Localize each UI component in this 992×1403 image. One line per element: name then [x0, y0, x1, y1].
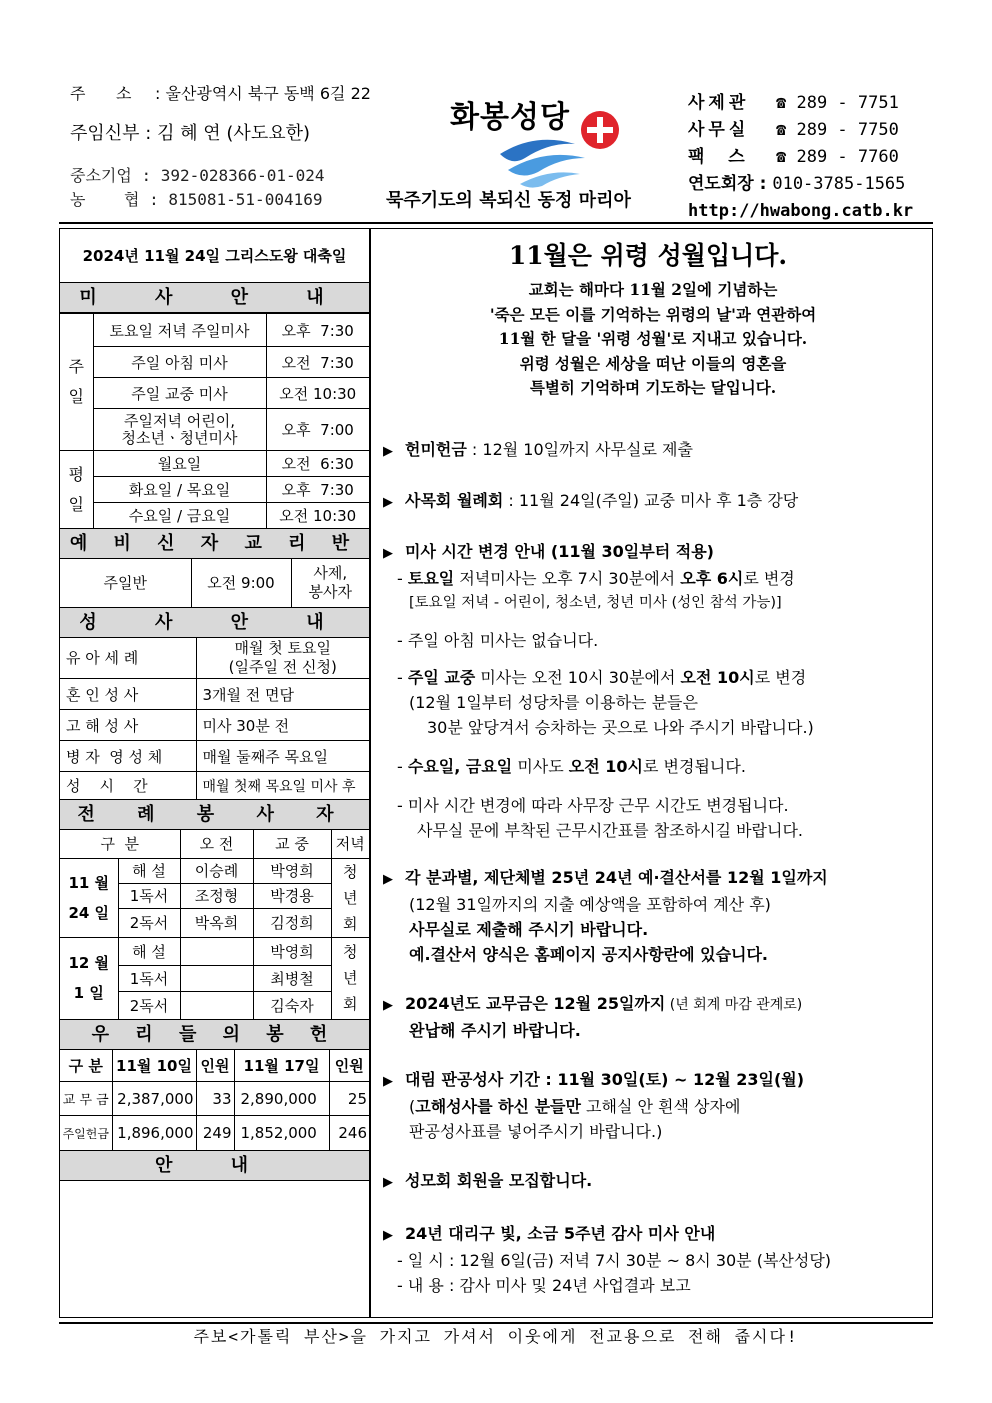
notice-line: - 미사 시간 변경에 따라 사무장 근무 시간도 변경됩니다. — [397, 795, 789, 815]
emphasis: 오후 6시 — [680, 568, 744, 588]
notice-line — [383, 1094, 923, 1119]
sacrament-info: 3개월 전 면담 — [196, 679, 369, 710]
intro-line: 위령 성월은 세상을 떠난 이들의 영혼을 — [519, 353, 787, 373]
offering-amount: 1,896,000 — [112, 1116, 196, 1151]
offering-count: 33 — [196, 1082, 234, 1116]
notice-title: 미사 시간 변경 안내 (11월 30일부터 적용) — [405, 541, 714, 561]
notice-heading: 안 내 — [60, 1151, 369, 1181]
top-rule — [59, 222, 933, 224]
triangle-bullet-icon: ▶ — [383, 997, 393, 1013]
sacrament-name: 유 아 세 례 — [60, 638, 196, 679]
mass-schedule-heading: 미 사 안 내 — [60, 283, 369, 313]
triangle-bullet-icon: ▶ — [383, 871, 393, 887]
offering-col-header: 인원 — [329, 1050, 369, 1082]
server-main: 박경용 — [253, 883, 331, 908]
offering-heading: 우 리 들 의 봉 헌 — [60, 1020, 369, 1050]
notice-item — [383, 488, 923, 515]
servers-col-header: 교 중 — [253, 830, 331, 858]
server-date — [60, 858, 118, 937]
server-date-month: 11 월 — [68, 873, 110, 892]
notice-title: 대림 판공성사 기간 : 11월 30일(토) ~ 12월 23일(월) — [405, 1069, 805, 1089]
contact-label: 팩 스 — [688, 147, 749, 167]
contact-row: 연도회장 : 010-3785-1565 — [688, 174, 906, 194]
notice-text: 미사는 오전 10시 30분에서 — [475, 667, 681, 687]
server-role: 1독서 — [118, 883, 180, 908]
server-am — [180, 991, 253, 1019]
server-main: 김숙자 — [253, 991, 331, 1019]
server-role: 해 설 — [118, 858, 180, 883]
mass-name: 토요일 저녁 주일미사 — [93, 314, 266, 347]
footer-message: 주보<가톨릭 부산>을 가지고 가셔서 이웃에게 전교용으로 전해 줍시다! — [193, 1327, 799, 1346]
contact-row — [688, 117, 938, 144]
right-column — [383, 236, 923, 1298]
dash: - — [397, 568, 408, 588]
notice-line: [토요일 저녁 - 어린이, 청소년, 청년 미사 (성인 참석 가능)] — [409, 594, 782, 611]
emphasis: 주일 교중 — [407, 667, 476, 687]
sacrament-name: 고 해 성 사 — [60, 710, 196, 741]
weekday-label: 평 일 — [60, 451, 93, 529]
contact-value: ☎ 289 - 7760 — [776, 147, 899, 167]
notice-title: 헌미헌금 — [405, 439, 467, 459]
mass-name: 주일 아침 미사 — [93, 347, 266, 378]
triangle-bullet-icon: ▶ — [383, 494, 393, 510]
contact-info — [688, 90, 938, 225]
notice-item — [383, 1221, 923, 1248]
contact-row — [688, 90, 938, 117]
catechumen-time: 오전 9:00 — [191, 559, 291, 607]
notice-line: 예.결산서 양식은 홈페이지 공지사항란에 있습니다. — [409, 944, 769, 964]
account-row-1: 중소기업 : 392-028366-01-024 — [70, 166, 325, 185]
servers-col-header: 오 전 — [180, 830, 253, 858]
server-am: 이승례 — [180, 858, 253, 883]
notice-line — [383, 754, 923, 779]
mass-time: 오전 10:30 — [266, 503, 369, 529]
notice-text: 미사도 — [512, 756, 569, 776]
contact-label: 사무실 — [688, 120, 750, 140]
address-label: 주 소 — [70, 84, 132, 103]
offering-name: 교 무 금 — [60, 1082, 112, 1116]
triangle-bullet-icon: ▶ — [383, 443, 393, 459]
priest-name: 김 혜 연 (사도요한) — [157, 123, 311, 144]
server-main: 김정희 — [253, 909, 331, 937]
notice-title: 24년 대리구 빛, 소금 5주년 감사 미사 안내 — [405, 1223, 716, 1243]
offering-col-header: 11월 10일 — [112, 1050, 196, 1082]
notice-line: 사무실 문에 부착된 근무시간표를 참조하시길 바랍니다. — [417, 820, 804, 840]
offering-amount: 2,890,000 — [234, 1082, 329, 1116]
mass-name: 화요일 / 목요일 — [93, 477, 266, 503]
website-row — [688, 198, 938, 225]
sacrament-heading: 성 사 안 내 — [60, 608, 369, 638]
notice-line: - 주일 아침 미사는 없습니다. — [397, 630, 599, 650]
notice-line — [383, 665, 923, 690]
server-evening-char: 청 — [343, 862, 358, 881]
server-main: 박영희 — [253, 937, 331, 965]
notice-text: 로 변경 — [754, 667, 807, 687]
contact-value: 010-3785-1565 — [772, 174, 906, 194]
mass-schedule-table — [60, 313, 369, 529]
offering-count: 25 — [329, 1082, 369, 1116]
notice-line: 사무실로 제출해 주시기 바랍니다. — [409, 919, 649, 939]
catechumen-table — [60, 559, 369, 608]
church-name: 화봉성당 — [450, 100, 570, 135]
motto: 묵주기도의 복되신 동정 마리아 — [386, 190, 631, 211]
paren: ( — [409, 1096, 416, 1116]
header-info — [70, 80, 400, 212]
notice-line: 판공성사표를 넣어주시기 바랍니다.) — [409, 1121, 663, 1141]
server-main: 박영희 — [253, 858, 331, 883]
notice-line — [383, 566, 923, 591]
teacher-line: 사제, — [313, 563, 348, 582]
notice-title: 사목회 월례회 — [405, 490, 504, 510]
triangle-bullet-icon: ▶ — [383, 1073, 393, 1089]
priest-label: 주임신부 — [70, 123, 140, 144]
intro-line: 특별히 기억하며 기도하는 달입니다. — [529, 378, 777, 397]
intro-line: '죽은 모든 이를 기억하는 위령의 날'과 연관하여 — [489, 304, 817, 324]
sacrament-info: 미사 30분 전 — [196, 710, 369, 741]
notice-item — [383, 437, 923, 464]
notice-text: : 12월 10일까지 사무실로 제출 — [466, 439, 693, 459]
dash: - — [397, 756, 408, 776]
mass-time: 오전 10:30 — [266, 378, 369, 409]
server-am: 박옥희 — [180, 909, 253, 937]
server-evening-char: 년 — [343, 888, 358, 907]
emphasis: 수요일, 금요일 — [407, 756, 513, 776]
server-am — [180, 937, 253, 965]
sacrament-info-line: (일주일 전 신청) — [228, 657, 337, 676]
server-evening — [331, 937, 369, 1019]
left-column — [60, 229, 369, 1181]
server-role: 해 설 — [118, 937, 180, 965]
notice-line: - 일 시 : 12월 6일(금) 저녁 7시 30분 ~ 8시 30분 (복산성당) — [397, 1250, 832, 1270]
notice-line: 30분 앞당겨서 승차하는 곳으로 나와 주시기 바랍니다.) — [427, 717, 814, 737]
sunday-label: 주 일 — [60, 314, 93, 451]
account-row-2: 농 협 : 815081-51-004169 — [70, 190, 323, 209]
contact-label: 사제관 — [688, 93, 750, 113]
notice-item — [383, 991, 923, 1018]
servers-col-header: 저녁 — [331, 830, 369, 858]
triangle-bullet-icon: ▶ — [383, 545, 393, 561]
mass-time: 오후 7:30 — [266, 314, 369, 347]
catechumen-class: 주일반 — [60, 559, 191, 607]
mass-name: 월요일 — [93, 451, 266, 477]
notice-line: (12월 1일부터 성당차를 이용하는 분들은 — [409, 692, 698, 712]
servers-heading: 전 례 봉 사 자 — [60, 800, 369, 830]
dash: - — [397, 667, 408, 687]
bottom-rule — [59, 1322, 933, 1324]
contact-row — [688, 144, 938, 171]
notice-text: (년 회계 마감 관계로) — [665, 996, 803, 1013]
sacrament-name: 혼 인 성 사 — [60, 679, 196, 710]
offering-name: 주일헌금 — [60, 1116, 112, 1151]
server-date — [60, 937, 118, 1019]
offering-col-header: 구 분 — [60, 1050, 112, 1082]
logo-wave-icon — [440, 92, 640, 192]
contact-value: ☎ 289 - 7751 — [776, 93, 899, 113]
mass-time: 오후 7:00 — [266, 409, 369, 451]
notice-title: 2024년도 교무금은 12월 25일까지 — [405, 993, 666, 1013]
notice-text: : 11월 24일(주일) 교중 미사 후 1층 강당 — [503, 490, 799, 510]
website-link[interactable]: http://hwabong.catb.kr — [688, 201, 914, 221]
server-role: 1독서 — [118, 965, 180, 991]
notice-line: (12월 31일까지의 지출 예상액을 포함하여 계산 후) — [409, 894, 771, 914]
intro-line: 11월 한 달을 '위령 성월'로 지내고 있습니다. — [498, 329, 808, 348]
notice-text: 저녁미사는 오후 7시 30분에서 — [454, 568, 681, 588]
notice-title: 각 분과별, 제단체별 25년 24년 예·결산서를 12월 1일까지 — [405, 867, 828, 887]
server-date-month: 12 월 — [68, 954, 110, 972]
notice-text: 로 변경 — [743, 568, 795, 588]
server-am: 조정형 — [180, 883, 253, 908]
intro-paragraph — [383, 278, 923, 401]
server-evening-char: 청 — [343, 943, 358, 961]
offering-amount: 2,387,000 — [112, 1082, 196, 1116]
sacrament-info-line: 매월 첫 토요일 — [234, 638, 331, 657]
sacrament-info: 매월 첫째 목요일 미사 후 — [196, 772, 369, 800]
mass-name-line: 청소년ㆍ청년미사 — [121, 428, 238, 447]
mass-name: 수요일 / 금요일 — [93, 503, 266, 529]
mass-time: 오후 7:30 — [266, 477, 369, 503]
server-role: 2독서 — [118, 909, 180, 937]
server-date-day: 24 일 — [68, 903, 110, 922]
offering-count: 246 — [329, 1116, 369, 1151]
server-evening-char: 회 — [343, 914, 358, 933]
server-evening-char: 회 — [343, 995, 358, 1013]
notice-item — [383, 865, 923, 892]
contact-label: 연도회장 — [688, 174, 754, 194]
emphasis: 오전 10시 — [568, 756, 644, 776]
server-am — [180, 965, 253, 991]
notice-title: 성모회 회원을 모집합니다. — [405, 1170, 593, 1190]
triangle-bullet-icon: ▶ — [383, 1227, 393, 1243]
address-row: 주 소 : 울산광역시 북구 동백 6길 22 — [70, 80, 400, 108]
account1-label: 중소기업 — [70, 166, 132, 185]
main-title: 11월은 위령 성월입니다. — [508, 241, 788, 270]
sacrament-name: 성 시 간 — [60, 772, 196, 800]
column-divider — [369, 228, 371, 1318]
address: 울산광역시 북구 동백 6길 22 — [165, 84, 371, 103]
teacher-line: 봉사자 — [308, 582, 352, 601]
account1: 392-028366-01-024 — [160, 166, 325, 185]
church-logo — [440, 92, 640, 192]
notice-item — [383, 1067, 923, 1094]
emphasis: 토요일 — [407, 568, 455, 588]
mass-time: 오전 7:30 — [266, 347, 369, 378]
notice-line: - 내 용 : 감사 미사 및 24년 사업결과 보고 — [397, 1275, 691, 1295]
sacrament-table — [60, 638, 369, 801]
emphasis: 고해성사를 하신 분들만 — [415, 1096, 581, 1116]
emphasis: 오전 10시 — [680, 667, 755, 687]
mass-name: 주일 교중 미사 — [93, 378, 266, 409]
catechumen-teacher — [291, 559, 369, 607]
offering-table — [60, 1050, 369, 1152]
notice-item — [383, 1168, 923, 1195]
server-role: 2독서 — [118, 991, 180, 1019]
bulletin-date: 2024년 11월 24일 그리스도왕 대축일 — [60, 229, 369, 283]
account2-label: 농 협 — [70, 190, 140, 209]
servers-table — [60, 830, 369, 1020]
account2: 815081-51-004169 — [168, 190, 323, 209]
server-main: 최병철 — [253, 965, 331, 991]
server-date-day: 1 일 — [73, 984, 104, 1002]
mass-name — [93, 409, 266, 451]
contact-value: ☎ 289 - 7750 — [776, 120, 899, 140]
offering-col-header: 11월 17일 — [234, 1050, 329, 1082]
sacrament-info — [196, 638, 369, 679]
priest-row: 주임신부 : 김 혜 연 (사도요한) — [70, 123, 311, 144]
offering-col-header: 인원 — [196, 1050, 234, 1082]
server-evening-char: 년 — [343, 969, 358, 987]
offering-amount: 1,852,000 — [234, 1116, 329, 1151]
mass-time: 오전 6:30 — [266, 451, 369, 477]
mass-name-line: 주일저녁 어린이, — [124, 411, 235, 430]
notice-text: 로 변경됩니다. — [643, 756, 746, 776]
server-evening — [331, 858, 369, 937]
sacrament-info: 매월 둘째주 목요일 — [196, 741, 369, 772]
notice-line: 완납해 주시기 바랍니다. — [409, 1020, 581, 1040]
offering-count: 249 — [196, 1116, 234, 1151]
catechumen-heading: 예 비 신 자 교 리 반 — [60, 529, 369, 559]
notice-text: 고해실 안 흰색 상자에 — [580, 1096, 741, 1116]
sacrament-name: 병 자 영 성 체 — [60, 741, 196, 772]
intro-line: 교회는 해마다 11월 2일에 기념하는 — [528, 280, 778, 299]
servers-col-header: 구 분 — [60, 830, 180, 858]
triangle-bullet-icon: ▶ — [383, 1174, 393, 1190]
notice-item — [383, 539, 923, 566]
